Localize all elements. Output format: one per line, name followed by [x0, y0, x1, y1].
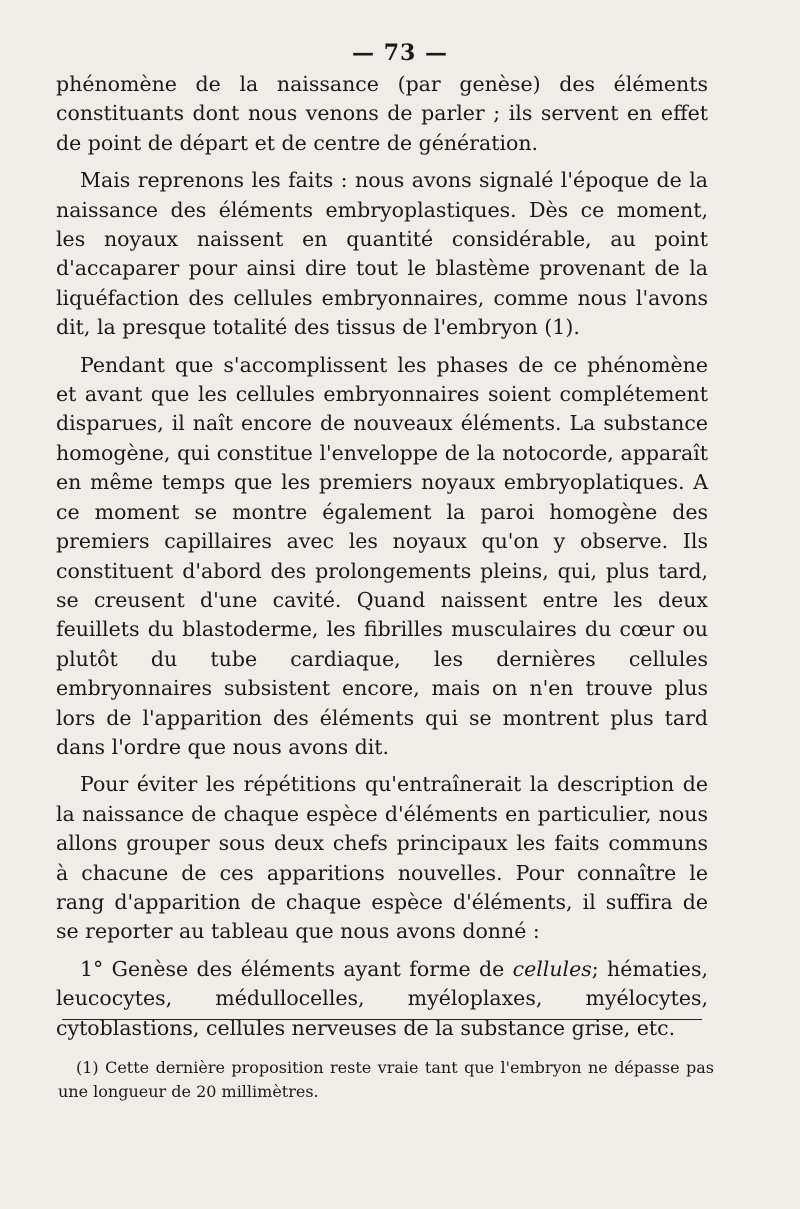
- paragraph-embryoplastic: Mais reprenons les faits : nous avons signalé l'époque de la naissance des éléments embryoplastiques. Dès ce moment, les noyaux naissent en quantité considérable, au point d'accaparer pour ainsi dire tout le blastème provenant de la liquéfaction des cellules embryonnaires, comme nous l'avons dit, la presque totalité des tissus de l'embryon (1).: [56, 168, 708, 340]
- paragraph-new-elements: Pendant que s'accomplissent les phases de ce phénomène et avant que les cellules embryonnaires soient complétement disparues, il naît encore de nouveaux éléments. La substance homogène, qui constitue l'enveloppe de la notocorde, apparaît en même temps que les premiers noyaux embryoplatiques. A ce moment se montre également la paroi homogène des premiers capillaires avec les noyaux qu'on y observe. Ils constituent d'abord des prolongements pleins, qui, plus tard, se creusent d'une cavité. Quand naissent entre les deux feuillets du blastoderme, les fibrilles musculaires du cœur ou plutôt du tube cardiaque, les dernières cellules embryonnaires subsistent encore, mais on n'en trouve plus lors de l'apparition des éléments qui se montrent plus tard dans l'ordre que nous avons dit.: [56, 352, 708, 759]
- list-item-suffix: ; hématies, leucocytes, médullocelles, myéloplaxes, myélocytes, cytoblastions, cellules nerveuses de la substance grise, etc.: [56, 956, 708, 1040]
- paragraph-continuation: phénomène de la naissance (par genèse) des éléments constituants dont nous venons de parler ; ils servent en effet de point de départ et de centre de génération.: [56, 72, 708, 155]
- footnote-text: (1) Cette dernière proposition reste vraie tant que l'embryon ne dépasse pas une longueur de 20 millimètres.: [58, 1058, 714, 1101]
- footnote: [58, 1056, 714, 1104]
- list-item-emphasis: cellules: [512, 956, 592, 981]
- list-item-cell-genesis: [56, 955, 708, 1043]
- body-text: [56, 70, 708, 1051]
- paragraph-grouping: Pour éviter les répétitions qu'entraînerait la description de la naissance de chaque espèce d'éléments en particulier, nous allons grouper sous deux chefs principaux les faits communs à chacune de ces apparitions nouvelles. Pour connaître le rang d'apparition de chaque espèce d'éléments, il suffira de se reporter au tableau que nous avons donné :: [56, 772, 708, 944]
- list-item-prefix: 1° Genèse des éléments ayant forme de: [80, 956, 513, 981]
- page-number: — 73 —: [352, 40, 448, 66]
- footnote-divider: [62, 1019, 702, 1020]
